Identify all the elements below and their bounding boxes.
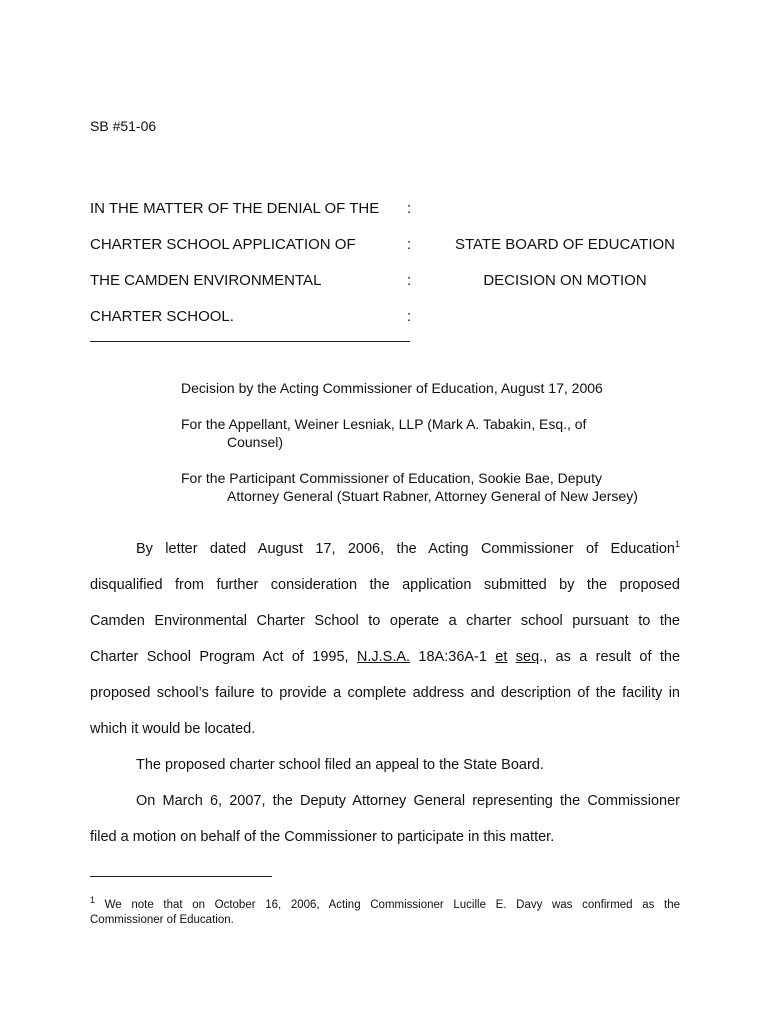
caption-left-line-2: CHARTER SCHOOL APPLICATION OF [90, 236, 356, 253]
participant-counsel-line-2: Attorney General (Stuart Rabner, Attorney General of New Jersey) [227, 488, 638, 504]
appellant-counsel-line-2: Counsel) [227, 434, 284, 450]
caption-colon: : [407, 272, 412, 289]
paragraph-line: disqualified from further consideration the application submitted by the proposed [90, 577, 680, 593]
footnote-line: Commissioner of Education. [90, 914, 234, 926]
paragraph-line: proposed school’s failure to provide a complete address and description of the facility in [90, 685, 680, 701]
caption-left-line-3: THE CAMDEN ENVIRONMENTAL [90, 272, 322, 289]
et-abbrev: et [495, 649, 508, 665]
caption-left-line-4: CHARTER SCHOOL. [90, 308, 234, 325]
paragraph-line: Charter School Program Act of 1995, N.J.S.A. 18A:36A-1 et seq., as a result of the [90, 649, 681, 665]
footnote [90, 895, 680, 928]
appellant-counsel-line-1: For the Appellant, Weiner Lesniak, LLP (Mark A. Tabakin, Esq., of [181, 416, 587, 432]
caption-colon: : [407, 236, 412, 253]
caption-right-line-2: DECISION ON MOTION [483, 272, 647, 289]
footnote-divider [90, 876, 272, 877]
caption-colon: : [407, 200, 412, 217]
paragraph-line: On March 6, 2007, the Deputy Attorney General representing the Commissioner [136, 793, 680, 809]
footnote-marker: 1 [90, 895, 96, 906]
paragraph-line: which it would be located. [90, 721, 256, 737]
docket-number: SB #51-06 [90, 118, 157, 134]
appellant-counsel [181, 415, 586, 451]
caption-divider [90, 341, 410, 342]
seq-abbrev: seq [515, 649, 540, 665]
participant-counsel-line-1: For the Participant Commissioner of Education, Sookie Bae, Deputy [181, 470, 602, 486]
body-paragraph-2: The proposed charter school filed an appeal to the State Board. [136, 757, 544, 773]
decision-line: Decision by the Acting Commissioner of Education, August 17, 2006 [181, 380, 603, 396]
caption-right-line-1: STATE BOARD OF EDUCATION [454, 236, 675, 253]
body-paragraph-1 [90, 531, 680, 855]
footnote-line: $^1$ We note that on October 16, 2006, Acting Commissioner Lucille E. Davy was confirmed as the [90, 895, 680, 911]
paragraph-line: Camden Environmental Charter School to operate a charter school pursuant to the [90, 613, 680, 629]
paragraph-line: By letter dated August 17, 2006, the Acting Commissioner of Education$^1$ [136, 539, 680, 557]
caption-left-line-1: IN THE MATTER OF THE DENIAL OF THE [90, 200, 380, 217]
participant-counsel [181, 469, 638, 505]
statute-citation: N.J.S.A. [356, 649, 411, 665]
footnote-reference[interactable]: 1 [674, 539, 680, 550]
caption-colon: : [407, 308, 412, 325]
paragraph-line: filed a motion on behalf of the Commissioner to participate in this matter. [90, 829, 555, 845]
